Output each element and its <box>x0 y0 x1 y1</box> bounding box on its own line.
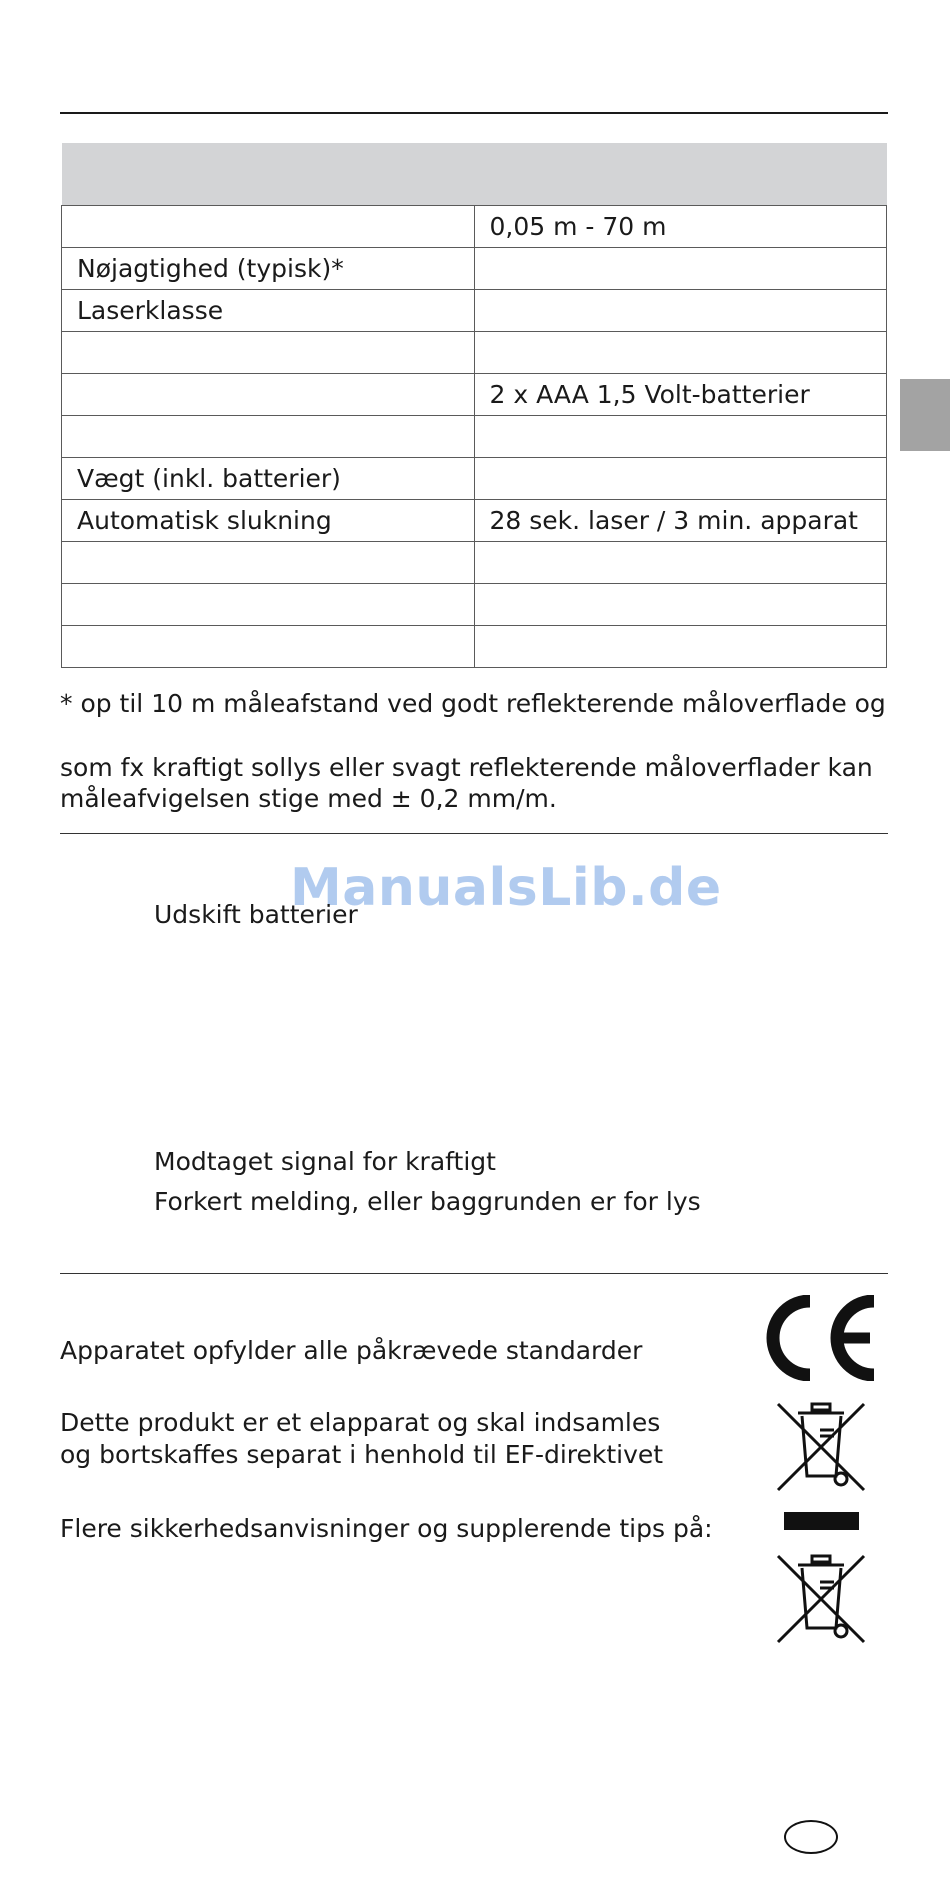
spec-value <box>474 584 887 626</box>
table-row <box>62 458 887 500</box>
black-bar <box>784 1512 859 1530</box>
spec-label: Automatisk slukning <box>62 500 475 542</box>
spec-label <box>62 626 475 668</box>
spec-label <box>62 542 475 584</box>
table-row <box>62 206 887 248</box>
section-divider <box>60 833 888 834</box>
spec-value <box>474 332 887 374</box>
spec-table-header <box>62 143 887 206</box>
language-side-tab <box>900 379 950 451</box>
spec-value <box>474 542 887 584</box>
table-row <box>62 290 887 332</box>
table-row <box>62 584 887 626</box>
spec-value: 2 x AAA 1,5 Volt-batterier <box>474 374 887 416</box>
spec-label <box>62 584 475 626</box>
error-wrong-message: Forkert melding, eller baggrunden er for lys <box>154 1187 701 1216</box>
spec-value <box>474 458 887 500</box>
table-row <box>62 248 887 290</box>
watermark: ManualsLib.de <box>290 858 722 918</box>
table-row <box>62 500 887 542</box>
table-row <box>62 626 887 668</box>
spec-table <box>61 143 887 668</box>
section-divider <box>60 1273 888 1274</box>
crossed-out-wheelie-bin-icon <box>774 1552 868 1646</box>
table-row <box>62 332 887 374</box>
spec-value <box>474 626 887 668</box>
crossed-out-wheelie-bin-icon <box>774 1400 868 1494</box>
spec-label: Vægt (inkl. batterier) <box>62 458 475 500</box>
spec-value <box>474 248 887 290</box>
spec-label <box>62 332 475 374</box>
error-signal-strong: Modtaget signal for kraftigt <box>154 1147 496 1176</box>
ce-mark-icon <box>762 1295 880 1381</box>
spec-value <box>474 416 887 458</box>
top-rule <box>60 112 888 114</box>
country-code-oval <box>784 1820 838 1854</box>
spec-value: 0,05 m - 70 m <box>474 206 887 248</box>
footnote-line-2: som fx kraftigt sollys eller svagt reflekterende måloverflader kan <box>60 753 873 782</box>
error-replace-battery: Udskift batterier <box>154 900 358 929</box>
footnote-line-1: * op til 10 m måleafstand ved godt reflekterende måloverflade og <box>60 689 886 718</box>
spec-label <box>62 374 475 416</box>
weee-text-line-2: og bortskaffes separat i henhold til EF-direktivet <box>60 1440 664 1469</box>
spec-label <box>62 206 475 248</box>
table-row <box>62 374 887 416</box>
spec-label: Nøjagtighed (typisk)* <box>62 248 475 290</box>
table-row <box>62 542 887 584</box>
weee-text-line-1: Dette produkt er et elapparat og skal indsamles <box>60 1408 661 1437</box>
spec-value: 28 sek. laser / 3 min. apparat <box>474 500 887 542</box>
spec-value <box>474 290 887 332</box>
standards-text: Apparatet opfylder alle påkrævede standarder <box>60 1336 643 1365</box>
footnote-line-3: måleafvigelsen stige med ± 0,2 mm/m. <box>60 784 557 813</box>
spec-label <box>62 416 475 458</box>
spec-label: Laserklasse <box>62 290 475 332</box>
table-row <box>62 416 887 458</box>
more-info-text: Flere sikkerhedsanvisninger og supplerende tips på: <box>60 1514 713 1543</box>
